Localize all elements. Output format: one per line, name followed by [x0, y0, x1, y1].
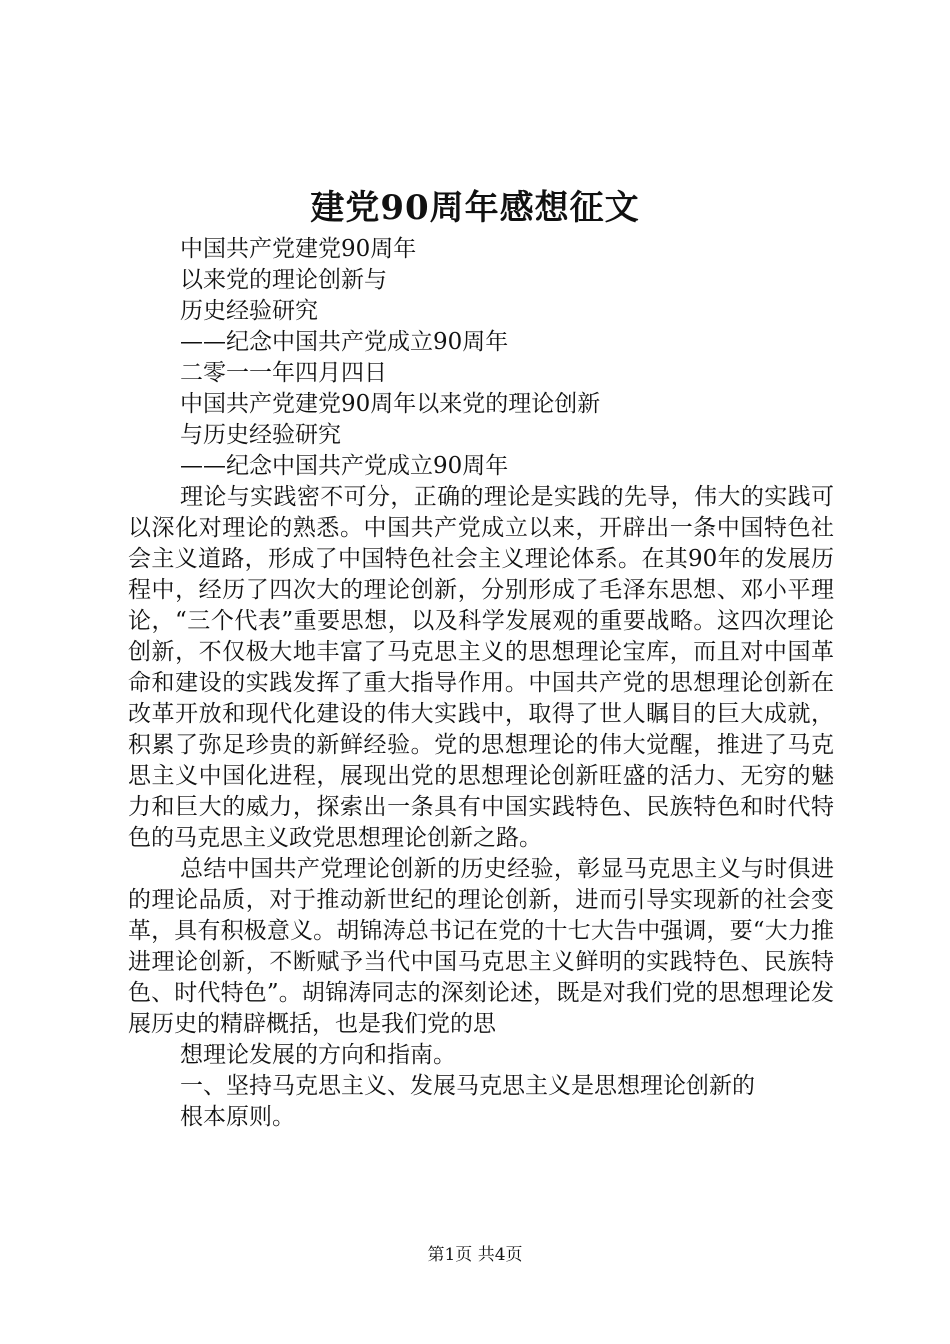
section-heading: 一、坚持马克思主义、发展马克思主义是思想理论创新的 [180, 1073, 755, 1099]
header-line: 二零一一年四月四日 [180, 360, 387, 386]
header-line: 与历史经验研究 [180, 422, 341, 448]
header-line: 中国共产党建党90周年以来党的理论创新 [180, 391, 601, 417]
body-line: 想理论发展的方向和指南。 [180, 1042, 456, 1068]
page-footer: 第1页 共4页 [427, 1245, 523, 1265]
document-title: 建党90周年感想征文 [310, 188, 640, 228]
body-paragraph: 总结中国共产党理论创新的历史经验，彰显马克思主义与时俱进的理论品质，对于推动新世纪的理论创新，进而引导实现新的社会变革，具有积极意义。胡锦涛总书记在党的十七大告中强调，要“大力推进理论创新，不断赋予当代中国马克思主义鲜明的实践特色、民族特色、时代特色”。胡锦涛同志的深刻论述，既是对我们党的思想理论发展历史的精辟概括，也是我们党的思 [128, 856, 834, 1037]
header-line: ——纪念中国共产党成立90周年 [180, 453, 509, 479]
header-line: 中国共产党建党90周年 [180, 236, 417, 262]
header-block [180, 234, 880, 482]
section-heading-continued: 根本原则。 [180, 1104, 295, 1130]
body-paragraph: 理论与实践密不可分，正确的理论是实践的先导，伟大的实践可以深化对理论的熟悉。中国共产党成立以来，开辟出一条中国特色社会主义道路，形成了中国特色社会主义理论体系。在其90年的发展历程中，经历了四次大的理论创新，分别形成了毛泽东思想、邓小平理论，“三个代表”重要思想，以及科学发展观的重要战略。这四次理论创新，不仅极大地丰富了马克思主义的思想理论宝库，而且对中国革命和建设的实践发挥了重大指导作用。中国共产党的思想理论创新在改革开放和现代化建设的伟大实践中，取得了世人瞩目的巨大成就，积累了弥足珍贵的新鲜经验。党的思想理论的伟大觉醒，推进了马克思主义中国化进程，展现出党的思想理论创新旺盛的活力、无穷的魅力和巨大的威力，探索出一条具有中国实践特色、民族特色和时代特色的马克思主义政党思想理论创新之路。 [128, 484, 834, 851]
header-line: 以来党的理论创新与 [180, 267, 387, 293]
header-line: ——纪念中国共产党成立90周年 [180, 329, 509, 355]
header-line: 历史经验研究 [180, 298, 318, 324]
document-body [128, 482, 834, 1133]
